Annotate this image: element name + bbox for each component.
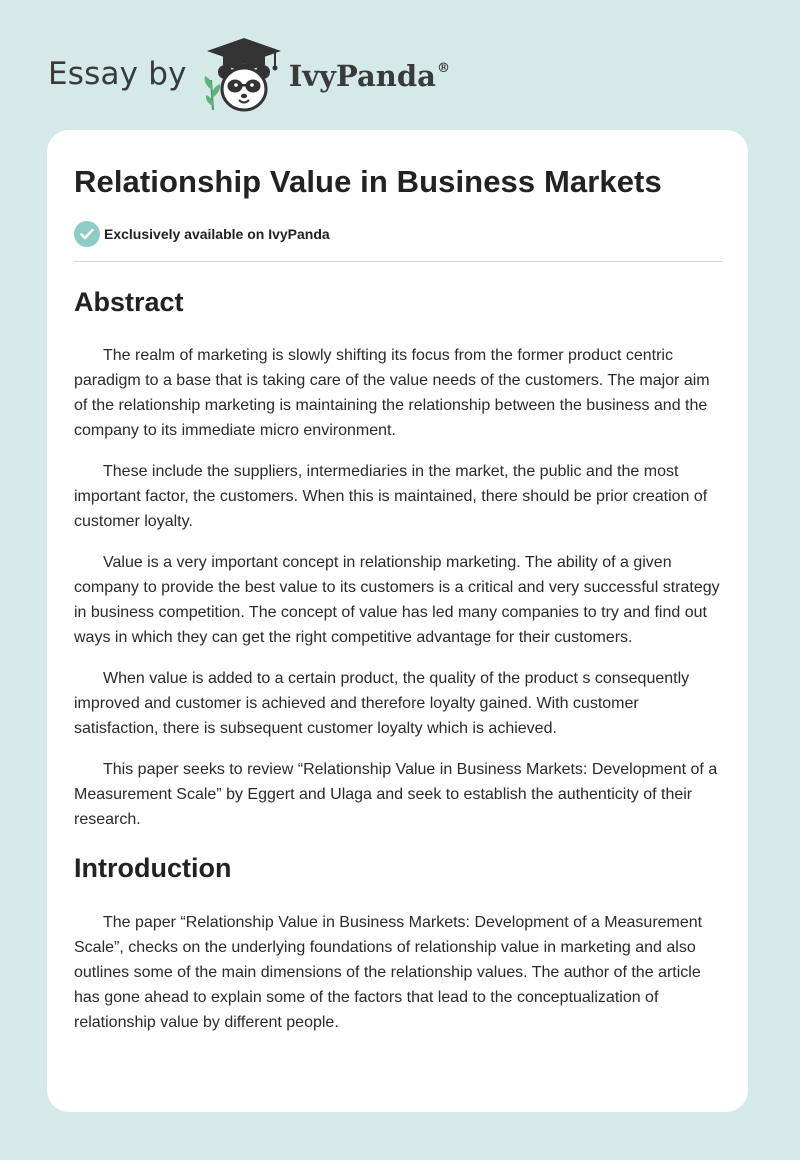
brand-name <box>289 59 450 93</box>
registered-mark: ® <box>436 61 450 76</box>
paragraph: When value is added to a certain product, the quality of the product s consequently improved and customer is achieved and therefore loyalty gained. With customer satisfaction, there is subsequent customer loyalty which is achieved. <box>74 670 690 737</box>
panda-graduate-icon <box>201 34 287 114</box>
section-heading-abstract: Abstract <box>74 287 184 317</box>
section-heading-introduction: Introduction <box>74 853 232 883</box>
essay-card <box>47 130 748 1112</box>
paragraph: These include the suppliers, intermediaries in the market, the public and the most important factor, the customers. When this is maintained, there should be prior creation of customer loyalty. <box>74 463 708 530</box>
essay-title: Relationship Value in Business Markets <box>74 164 662 199</box>
site-header <box>48 34 450 114</box>
essay-by-label: Essay by <box>48 56 187 92</box>
paragraph: The paper “Relationship Value in Business Markets: Development of a Measurement Scale”, checks on the underlying foundations of relationship value in marketing and also outlines some of the main dimensions of the relationship values. The author of the article has gone ahead to explain some of the factors that lead to the conceptualization of relationship value by different people. <box>74 914 703 1031</box>
ivypanda-logo[interactable] <box>201 34 450 114</box>
divider <box>74 261 723 262</box>
paragraph: The realm of marketing is slowly shifting its focus from the former product centric paradigm to a base that is taking care of the value needs of the customers. The major aim of the relationship marketing is maintaining the relationship between the business and the company to its immediate micro environment. <box>74 347 710 439</box>
exclusive-label: Exclusively available on IvyPanda <box>104 226 330 242</box>
essay-body <box>74 280 724 1035</box>
check-icon <box>74 221 100 247</box>
paragraph: Value is a very important concept in relationship marketing. The ability of a given company to provide the best value to its customers is a critical and very successful strategy in business competition. The concept of value has led many companies to try and find out ways in which they can get the right competitive advantage for their customers. <box>74 554 720 646</box>
exclusive-badge <box>74 221 330 247</box>
paragraph: This paper seeks to review “Relationship Value in Business Markets: Development of a Measurement Scale” by Eggert and Ulaga and seek to establish the authenticity of their research. <box>74 761 718 828</box>
brand-text: IvyPanda <box>288 59 436 93</box>
